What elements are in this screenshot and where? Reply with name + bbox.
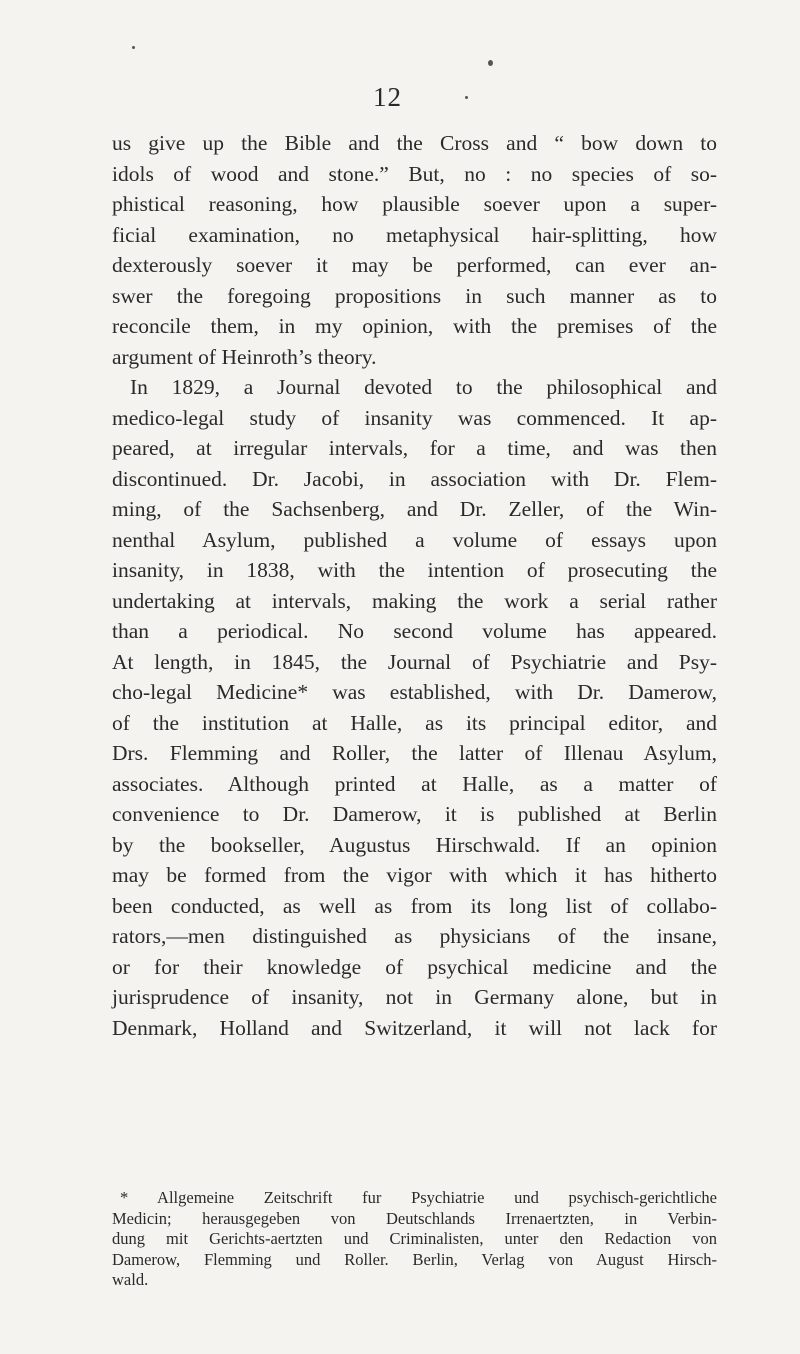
- text-line: may be formed from the vigor with which it has hitherto: [112, 863, 717, 887]
- text-line: idols of wood and stone.” But, no : no species of so-: [112, 161, 717, 186]
- ink-speck: [465, 96, 468, 99]
- page-number: 12: [373, 82, 402, 112]
- text-line: ming, of the Sachsenberg, and Dr. Zeller, of the Win-: [112, 497, 717, 521]
- text-line: or for their knowledge of psychical medicine and the: [112, 954, 717, 979]
- footnote-line: Medicin; herausgegeben von Deutschlands Irrenaertzten, in Verbin-: [112, 1208, 717, 1228]
- text-line: In 1829, a Journal devoted to the philosophical and: [130, 375, 717, 399]
- text-line: been conducted, as well as from its long list of collabo-: [112, 893, 717, 918]
- text-line: phistical reasoning, how plausible soever upon a super-: [112, 192, 717, 216]
- text-line: than a periodical. No second volume has appeared.: [112, 619, 717, 643]
- text-line: swer the foregoing propositions in such manner as to: [112, 283, 717, 308]
- text-line: ficial examination, no metaphysical hair-splitting, how: [112, 222, 717, 247]
- text-line: Denmark, Holland and Switzerland, it will not lack for: [112, 1015, 717, 1040]
- text-line: undertaking at intervals, making the work a serial rather: [112, 588, 717, 613]
- footnote-line: * Allgemeine Zeitschrift fur Psychiatrie und psychisch-gerichtliche: [120, 1188, 717, 1207]
- text-line: of the institution at Halle, as its principal editor, and: [112, 710, 717, 735]
- text-line: peared, at irregular intervals, for a time, and was then: [112, 436, 717, 460]
- footnote: [112, 1188, 717, 1291]
- text-line: rators,—men distinguished as physicians of the insane,: [112, 924, 717, 948]
- text-line: convenience to Dr. Damerow, it is published at Berlin: [112, 802, 717, 826]
- footnote-line: dung mit Gerichts-aertzten und Criminalisten, unter den Redaction von: [112, 1229, 717, 1248]
- text-line: Drs. Flemming and Roller, the latter of Illenau Asylum,: [112, 741, 717, 765]
- text-line: cho-legal Medicine* was established, with Dr. Damerow,: [112, 680, 717, 704]
- text-line: At length, in 1845, the Journal of Psychiatrie and Psy-: [112, 649, 717, 674]
- text-line: nenthal Asylum, published a volume of essays upon: [112, 527, 717, 552]
- text-line: argument of Heinroth’s theory.: [112, 344, 377, 369]
- footnote-line: wald.: [112, 1270, 149, 1289]
- ink-speck: [132, 46, 135, 49]
- text-line: dexterously soever it may be performed, can ever an-: [112, 253, 717, 277]
- body-text: [112, 128, 717, 1043]
- text-line: reconcile them, in my opinion, with the premises of the: [112, 314, 717, 338]
- text-line: insanity, in 1838, with the intention of prosecuting the: [112, 558, 717, 582]
- text-line: associates. Although printed at Halle, as a matter of: [112, 771, 717, 796]
- text-line: jurisprudence of insanity, not in Germany alone, but in: [112, 985, 717, 1009]
- text-line: by the bookseller, Augustus Hirschwald. If an opinion: [112, 832, 717, 857]
- footnote-line: Damerow, Flemming und Roller. Berlin, Verlag von August Hirsch-: [112, 1249, 717, 1269]
- ink-speck: [488, 60, 493, 66]
- text-line: medico-legal study of insanity was commenced. It ap-: [112, 405, 717, 430]
- text-line: us give up the Bible and the Cross and “ bow down to: [112, 131, 717, 155]
- text-line: discontinued. Dr. Jacobi, in association with Dr. Flem-: [112, 466, 717, 491]
